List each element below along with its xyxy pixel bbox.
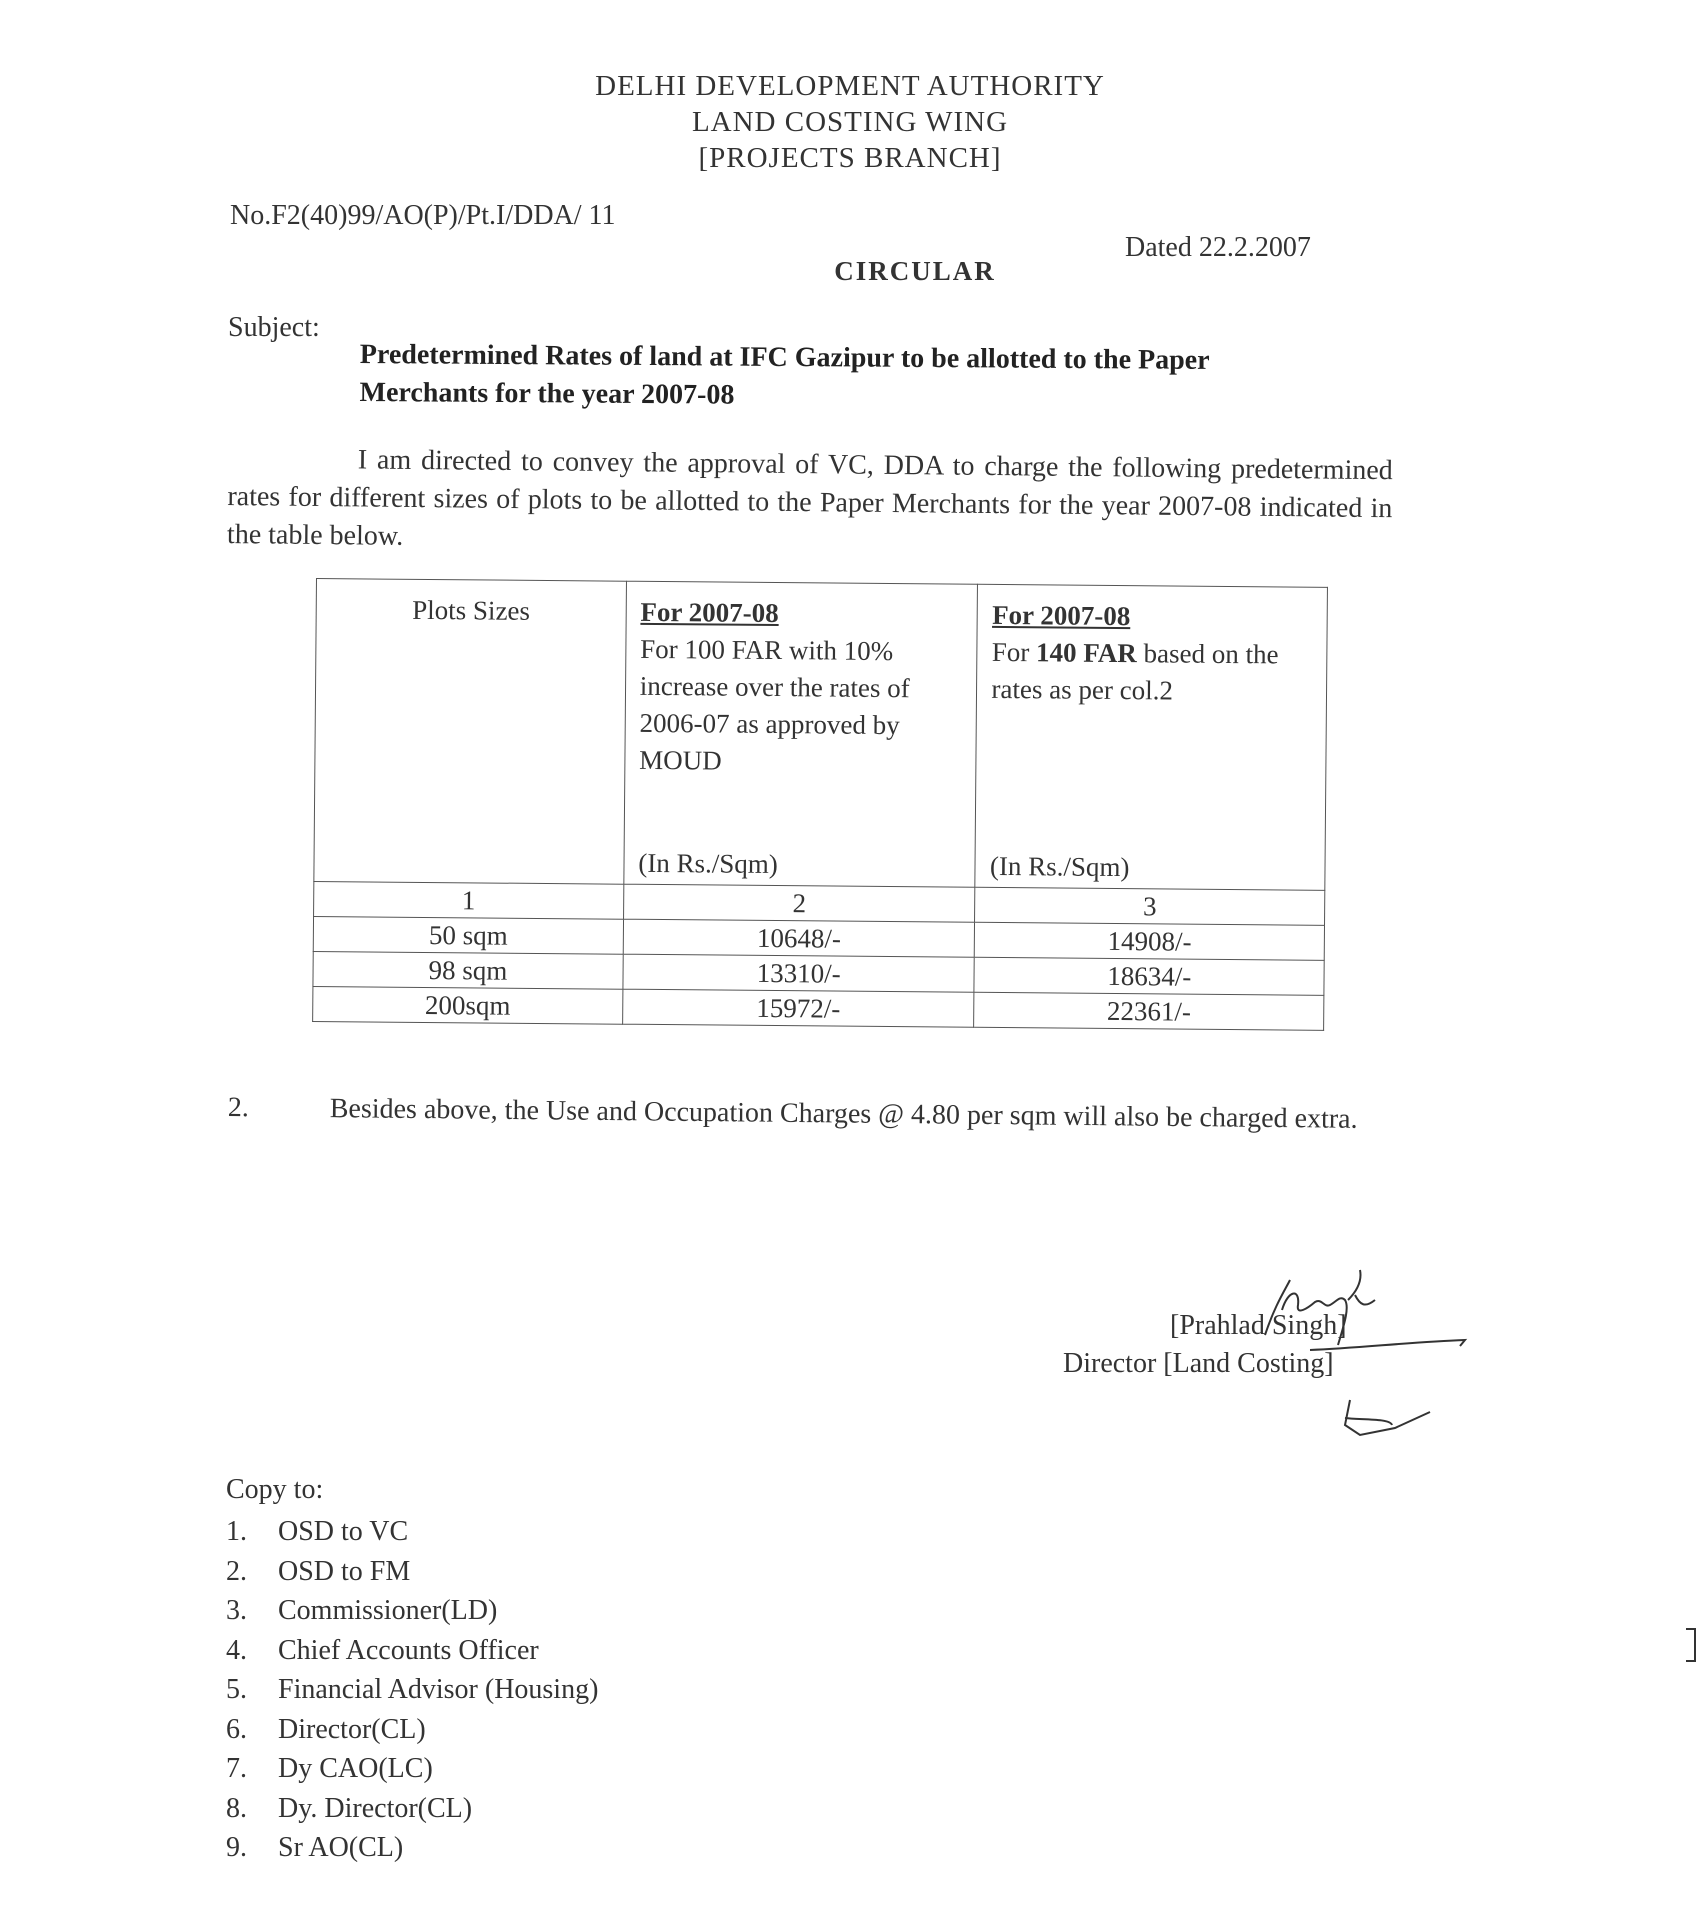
scan-edge-mark	[1686, 1628, 1696, 1662]
rate-100-far: 10648/-	[623, 919, 975, 957]
header-col3-desc	[991, 634, 1312, 711]
header-col3-year: For 2007-08	[992, 599, 1131, 632]
list-item	[226, 1552, 598, 1592]
rate-100-far: 15972/-	[622, 989, 974, 1027]
paragraph-2-number: 2.	[227, 1091, 249, 1124]
header-plot-sizes-label: Plots Sizes	[412, 594, 531, 626]
date: Dated 22.2.2007	[1125, 232, 1311, 263]
list-item	[226, 1631, 598, 1671]
copy-to-label: Copy to:	[226, 1474, 324, 1505]
list-item-text: Financial Advisor (Housing)	[278, 1674, 599, 1705]
list-item-text: Commissioner(LD)	[278, 1595, 498, 1626]
header-col3-unit: (In Rs./Sqm)	[989, 850, 1130, 883]
list-item	[226, 1512, 598, 1552]
list-item-number: 7.	[226, 1753, 247, 1784]
list-item-text: OSD to FM	[278, 1555, 411, 1587]
list-item-text: Director(CL)	[278, 1713, 426, 1745]
header-col3	[975, 584, 1327, 890]
subject-label: Subject:	[228, 312, 320, 343]
list-item	[226, 1828, 598, 1868]
rate-140-far: 18634/-	[974, 957, 1324, 995]
table-header-row	[314, 579, 1328, 891]
org-name: DELHI DEVELOPMENT AUTHORITY	[595, 70, 1105, 102]
list-item	[226, 1710, 598, 1750]
list-item	[226, 1789, 598, 1829]
list-item-number: 1.	[226, 1516, 247, 1547]
wing-name: LAND COSTING WING	[691, 106, 1009, 138]
plot-size: 200sqm	[313, 986, 623, 1024]
col-number: 1	[314, 881, 624, 919]
list-item-number: 2.	[226, 1555, 247, 1587]
plot-size: 50 sqm	[313, 916, 623, 954]
paragraph-2-text: Besides above, the Use and Occupation Charges @ 4.80 per sqm will also be charged extra.	[329, 1093, 1358, 1135]
list-item	[226, 1670, 598, 1710]
header-col2	[624, 581, 978, 887]
col-number: 2	[623, 884, 975, 922]
header-col3-desc-post: based on the rates as per col.2	[991, 638, 1279, 706]
branch-name: [PROJECTS BRANCH]	[698, 142, 1002, 174]
rate-100-far: 13310/-	[623, 954, 975, 992]
header-col2-desc: For 100 FAR with 10% increase over the rates of 2006-07 as approved by MOUD	[639, 633, 910, 776]
list-item	[226, 1749, 598, 1789]
list-item-text: Dy. Director(CL)	[278, 1792, 473, 1824]
list-item-number: 8.	[226, 1792, 247, 1824]
plot-size: 98 sqm	[313, 951, 623, 989]
header-col3-desc-bold: 140 FAR	[1035, 637, 1137, 669]
list-item-number: 9.	[226, 1832, 247, 1863]
body-paragraph: I am directed to convey the approval of VC, DDA to charge the following predetermined rates for different sizes of plots to be allotted to the Paper Merchants for the year 2007-08 indicated in the table below.	[226, 444, 1393, 552]
reference-number: No.F2(40)99/AO(P)/Pt.I/DDA/ 11	[230, 200, 616, 231]
list-item-number: 6.	[226, 1713, 247, 1745]
circular-title: CIRCULAR	[834, 256, 996, 286]
list-item-number: 3.	[226, 1595, 247, 1626]
header-plot-sizes	[314, 579, 626, 885]
col-number: 3	[975, 887, 1325, 925]
rate-140-far: 22361/-	[974, 992, 1324, 1030]
header-col3-desc-pre: For	[991, 636, 1037, 668]
list-item-text: OSD to VC	[278, 1516, 409, 1547]
rates-table	[312, 578, 1328, 1031]
header-col2-unit: (In Rs./Sqm)	[638, 847, 778, 880]
signatory-name: [Prahlad Singh]	[1170, 1310, 1347, 1341]
list-item	[226, 1591, 598, 1631]
paragraph-2	[228, 1090, 1393, 1138]
signatory-designation: Director [Land Costing]	[1063, 1348, 1334, 1379]
rate-140-far: 14908/-	[975, 922, 1325, 960]
subject-text: Predetermined Rates of land at IFC Gazipur to be allotted to the Paper Merchants for the year 2007-08	[359, 338, 1210, 411]
copy-to-list	[226, 1512, 598, 1868]
header-col2-year: For 2007-08	[640, 596, 779, 629]
list-item-text: Dy CAO(LC)	[278, 1753, 433, 1784]
list-item-number: 4.	[226, 1634, 247, 1666]
list-item-text: Chief Accounts Officer	[278, 1634, 539, 1666]
list-item-text: Sr AO(CL)	[278, 1832, 404, 1863]
list-item-number: 5.	[226, 1674, 247, 1705]
